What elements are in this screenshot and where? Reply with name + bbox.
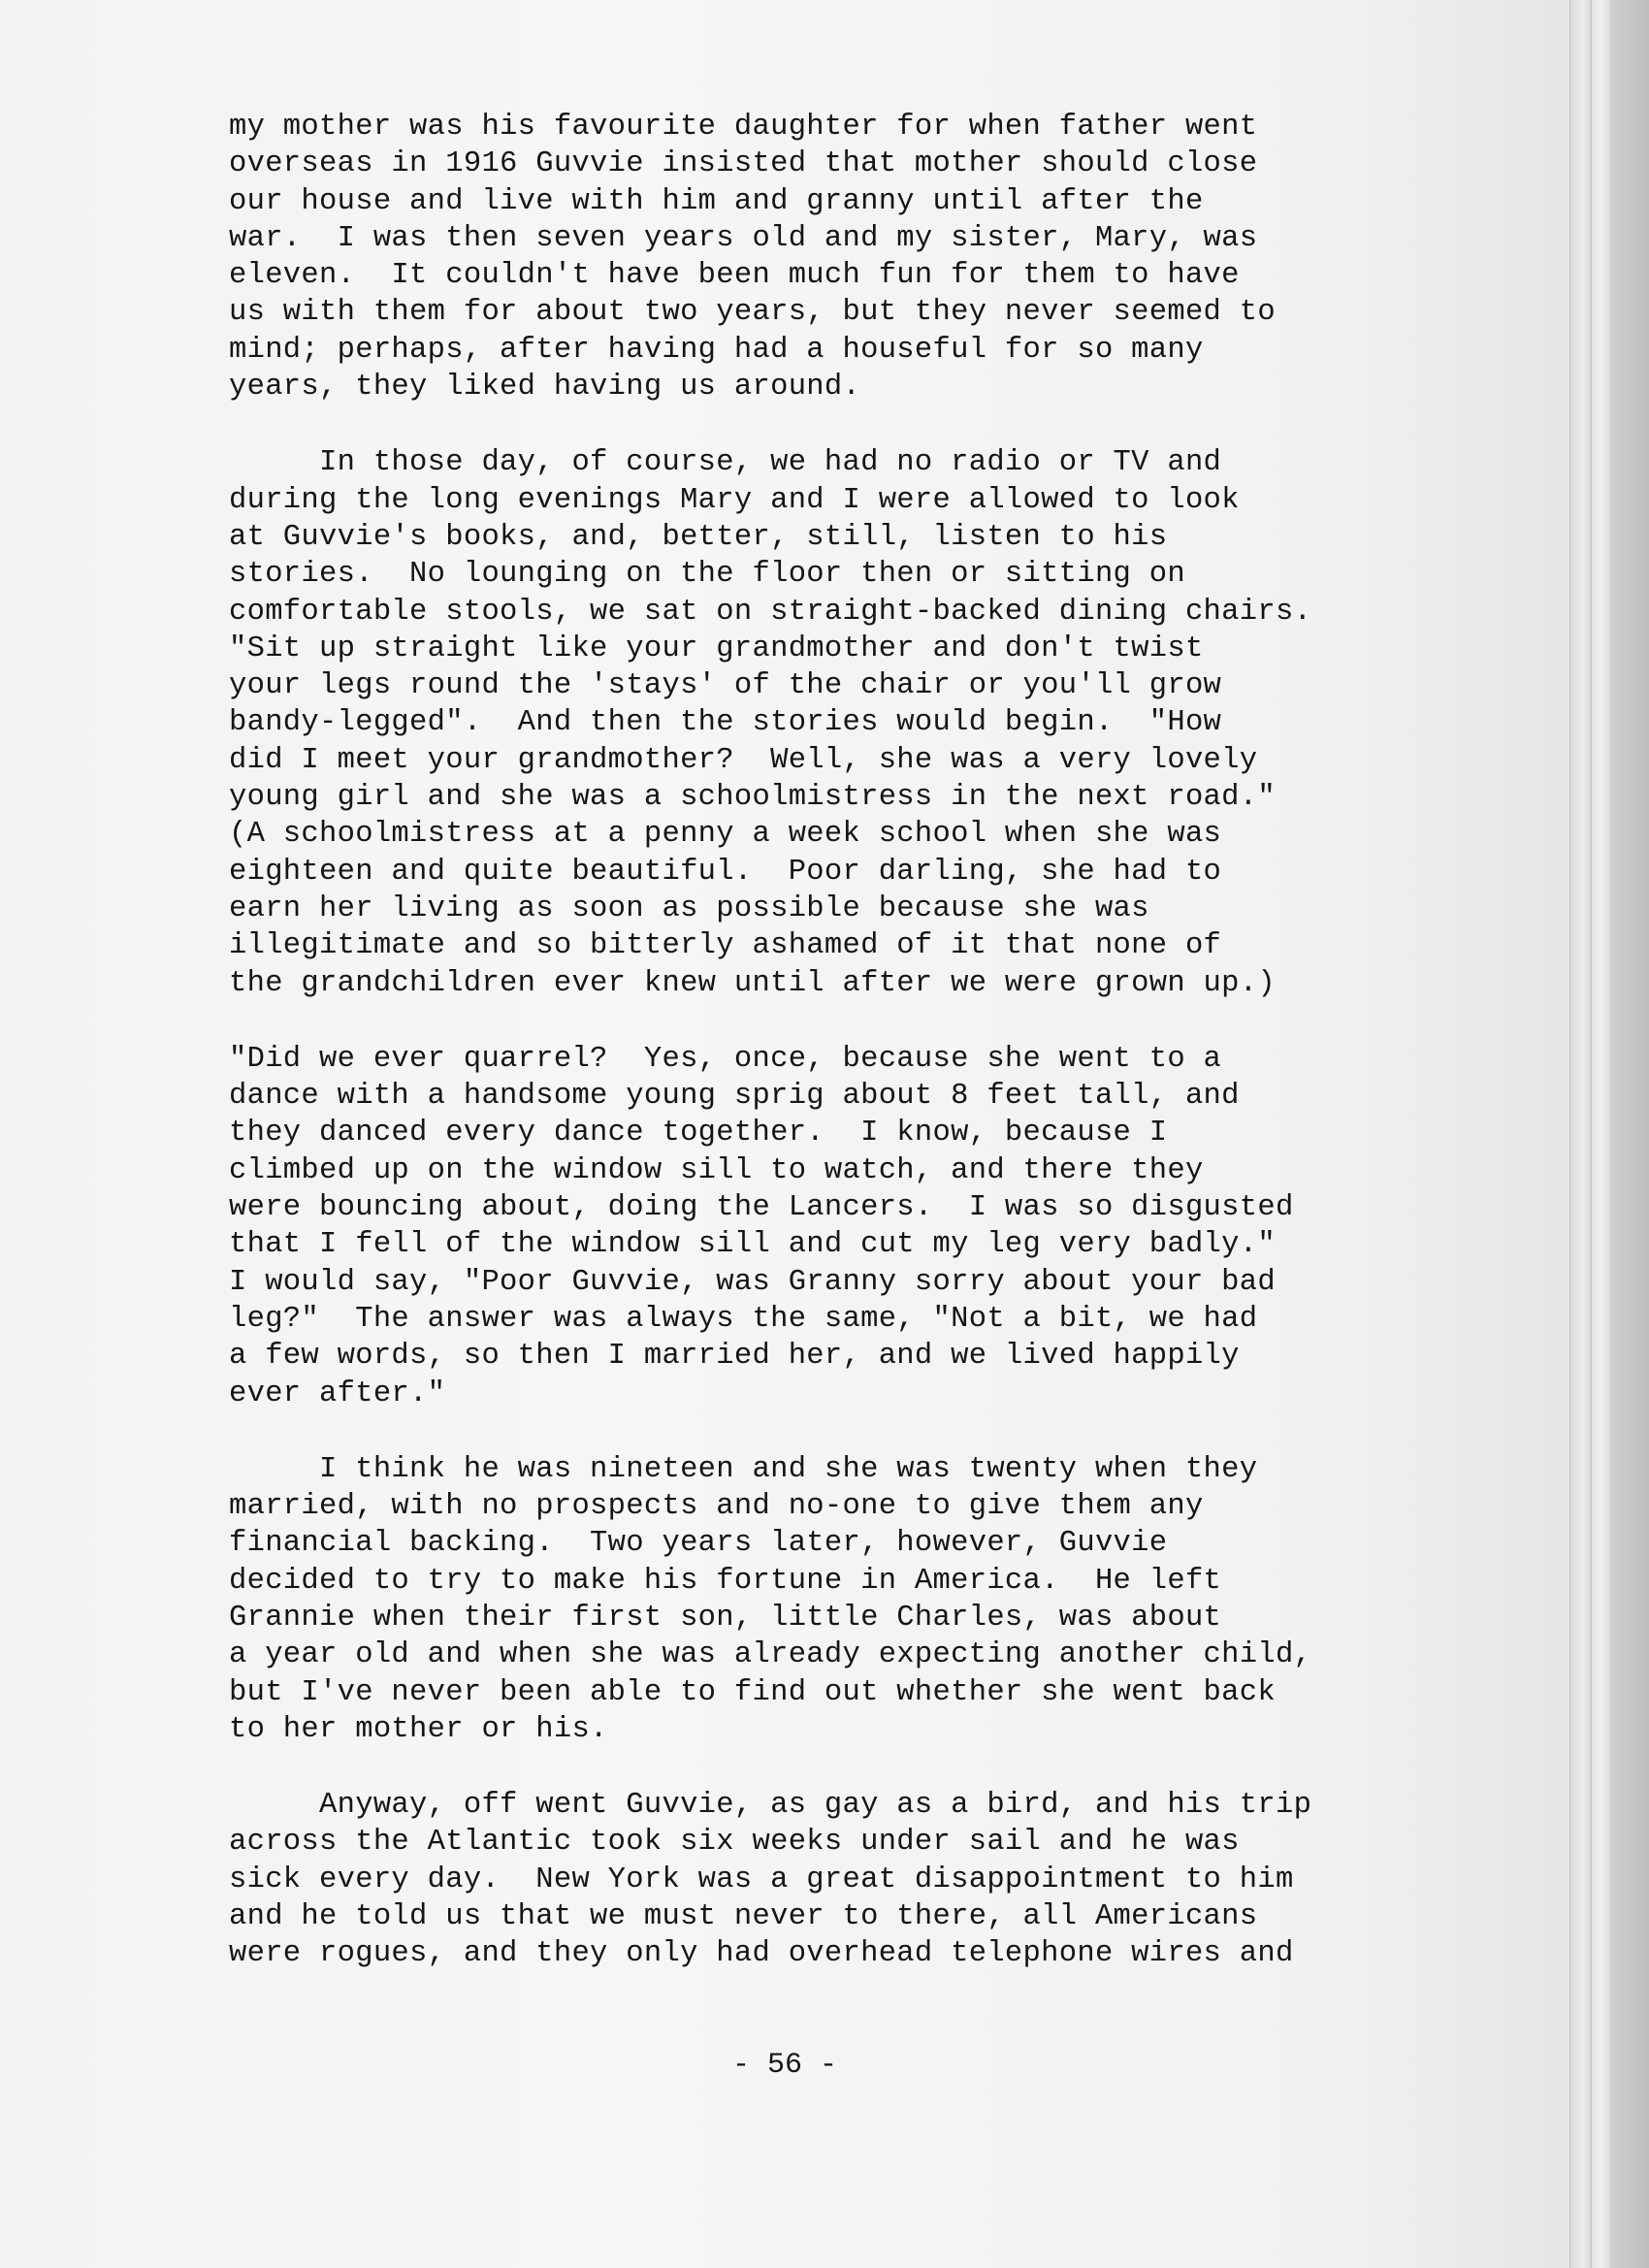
text-line: did I meet your grandmother? Well, she was a very lovely [229, 743, 1258, 777]
paragraph-5 [229, 1787, 1490, 1972]
text-line: eleven. It couldn't have been much fun for them to have [229, 259, 1240, 293]
text-line: dance with a handsome young sprig about 8 feet tall, and [229, 1080, 1240, 1114]
paragraph-4 [229, 1451, 1490, 1748]
paragraph-2 [229, 444, 1490, 1001]
text-line: I think he was nineteen and she was twenty when they [229, 1452, 1258, 1486]
text-line: "Sit up straight like your grandmother and don't twist [229, 632, 1204, 665]
paragraph-gap [229, 1002, 1490, 1041]
text-line: at Guvvie's books, and, better, still, listen to his [229, 520, 1168, 554]
text-line: young girl and she was a schoolmistress in the next road." [229, 781, 1276, 815]
paragraph-gap [229, 1748, 1490, 1787]
paragraph-3 [229, 1041, 1490, 1412]
text-line: but I've never been able to find out whether she went back [229, 1675, 1276, 1709]
text-line: married, with no prospects and no-one to give them any [229, 1490, 1204, 1524]
page-stack-edge [1591, 0, 1611, 2268]
text-line: illegitimate and so bitterly ashamed of it that none of [229, 929, 1222, 963]
text-line: I would say, "Poor Guvvie, was Granny sorry about your bad [229, 1265, 1276, 1299]
text-line: climbed up on the window sill to watch, and there they [229, 1153, 1204, 1187]
text-line: war. I was then seven years old and my sister, Mary, was [229, 221, 1258, 255]
text-line: years, they liked having us around. [229, 371, 861, 405]
body-text [229, 109, 1490, 1973]
text-line: your legs round the 'stays' of the chair or you'll grow [229, 669, 1222, 703]
text-line: they danced every dance together. I know, because I [229, 1117, 1168, 1150]
text-line: and he told us that we must never to there, all Americans [229, 1900, 1258, 1934]
text-line: were rogues, and they only had overhead telephone wires and [229, 1937, 1294, 1971]
text-line: a few words, so then I married her, and we lived happily [229, 1340, 1240, 1374]
text-line: comfortable stools, we sat on straight-backed dining chairs. [229, 595, 1312, 629]
text-line: "Did we ever quarrel? Yes, once, because she went to a [229, 1042, 1222, 1076]
paragraph-1 [229, 109, 1490, 405]
text-line: In those day, of course, we had no radio or TV and [229, 446, 1222, 480]
text-line: a year old and when she was already expecting another child, [229, 1638, 1312, 1672]
text-line: leg?" The answer was always the same, "Not a bit, we had [229, 1302, 1258, 1336]
text-line: us with them for about two years, but they never seemed to [229, 296, 1276, 330]
text-line: stories. No lounging on the floor then or sitting on [229, 558, 1185, 592]
text-line: my mother was his favourite daughter for when father went [229, 111, 1258, 144]
text-line: the grandchildren ever knew until after we were grown up.) [229, 966, 1276, 1000]
text-line: earn her living as soon as possible because she was [229, 891, 1149, 925]
text-line: that I fell of the window sill and cut my leg very badly." [229, 1228, 1276, 1262]
page-stack-edge [1569, 0, 1592, 2268]
text-line: our house and live with him and granny until after the [229, 184, 1204, 218]
text-line: Grannie when their first son, little Charles, was about [229, 1601, 1222, 1635]
text-line: mind; perhaps, after having had a houseful for so many [229, 333, 1204, 367]
scanner-background [1610, 0, 1649, 2268]
text-line: bandy-legged". And then the stories would begin. "How [229, 706, 1222, 740]
text-line: financial backing. Two years later, however, Guvvie [229, 1527, 1168, 1561]
text-line: eighteen and quite beautiful. Poor darling, she had to [229, 855, 1222, 889]
paragraph-gap [229, 405, 1490, 444]
text-line: across the Atlantic took six weeks under sail and he was [229, 1826, 1240, 1860]
text-line: ever after." [229, 1377, 446, 1410]
text-line: during the long evenings Mary and I were allowed to look [229, 483, 1240, 517]
text-line: to her mother or his. [229, 1712, 608, 1746]
text-line: sick every day. New York was a great disappointment to him [229, 1863, 1294, 1896]
page-number: - 56 - [731, 2049, 838, 2082]
text-line: decided to try to make his fortune in America. He left [229, 1564, 1222, 1598]
text-line: were bouncing about, doing the Lancers. I was so disgusted [229, 1191, 1294, 1225]
paragraph-gap [229, 1412, 1490, 1451]
text-line: (A schoolmistress at a penny a week school when she was [229, 818, 1222, 852]
text-line: overseas in 1916 Guvvie insisted that mother should close [229, 147, 1258, 181]
text-line: Anyway, off went Guvvie, as gay as a bird, and his trip [229, 1789, 1312, 1823]
